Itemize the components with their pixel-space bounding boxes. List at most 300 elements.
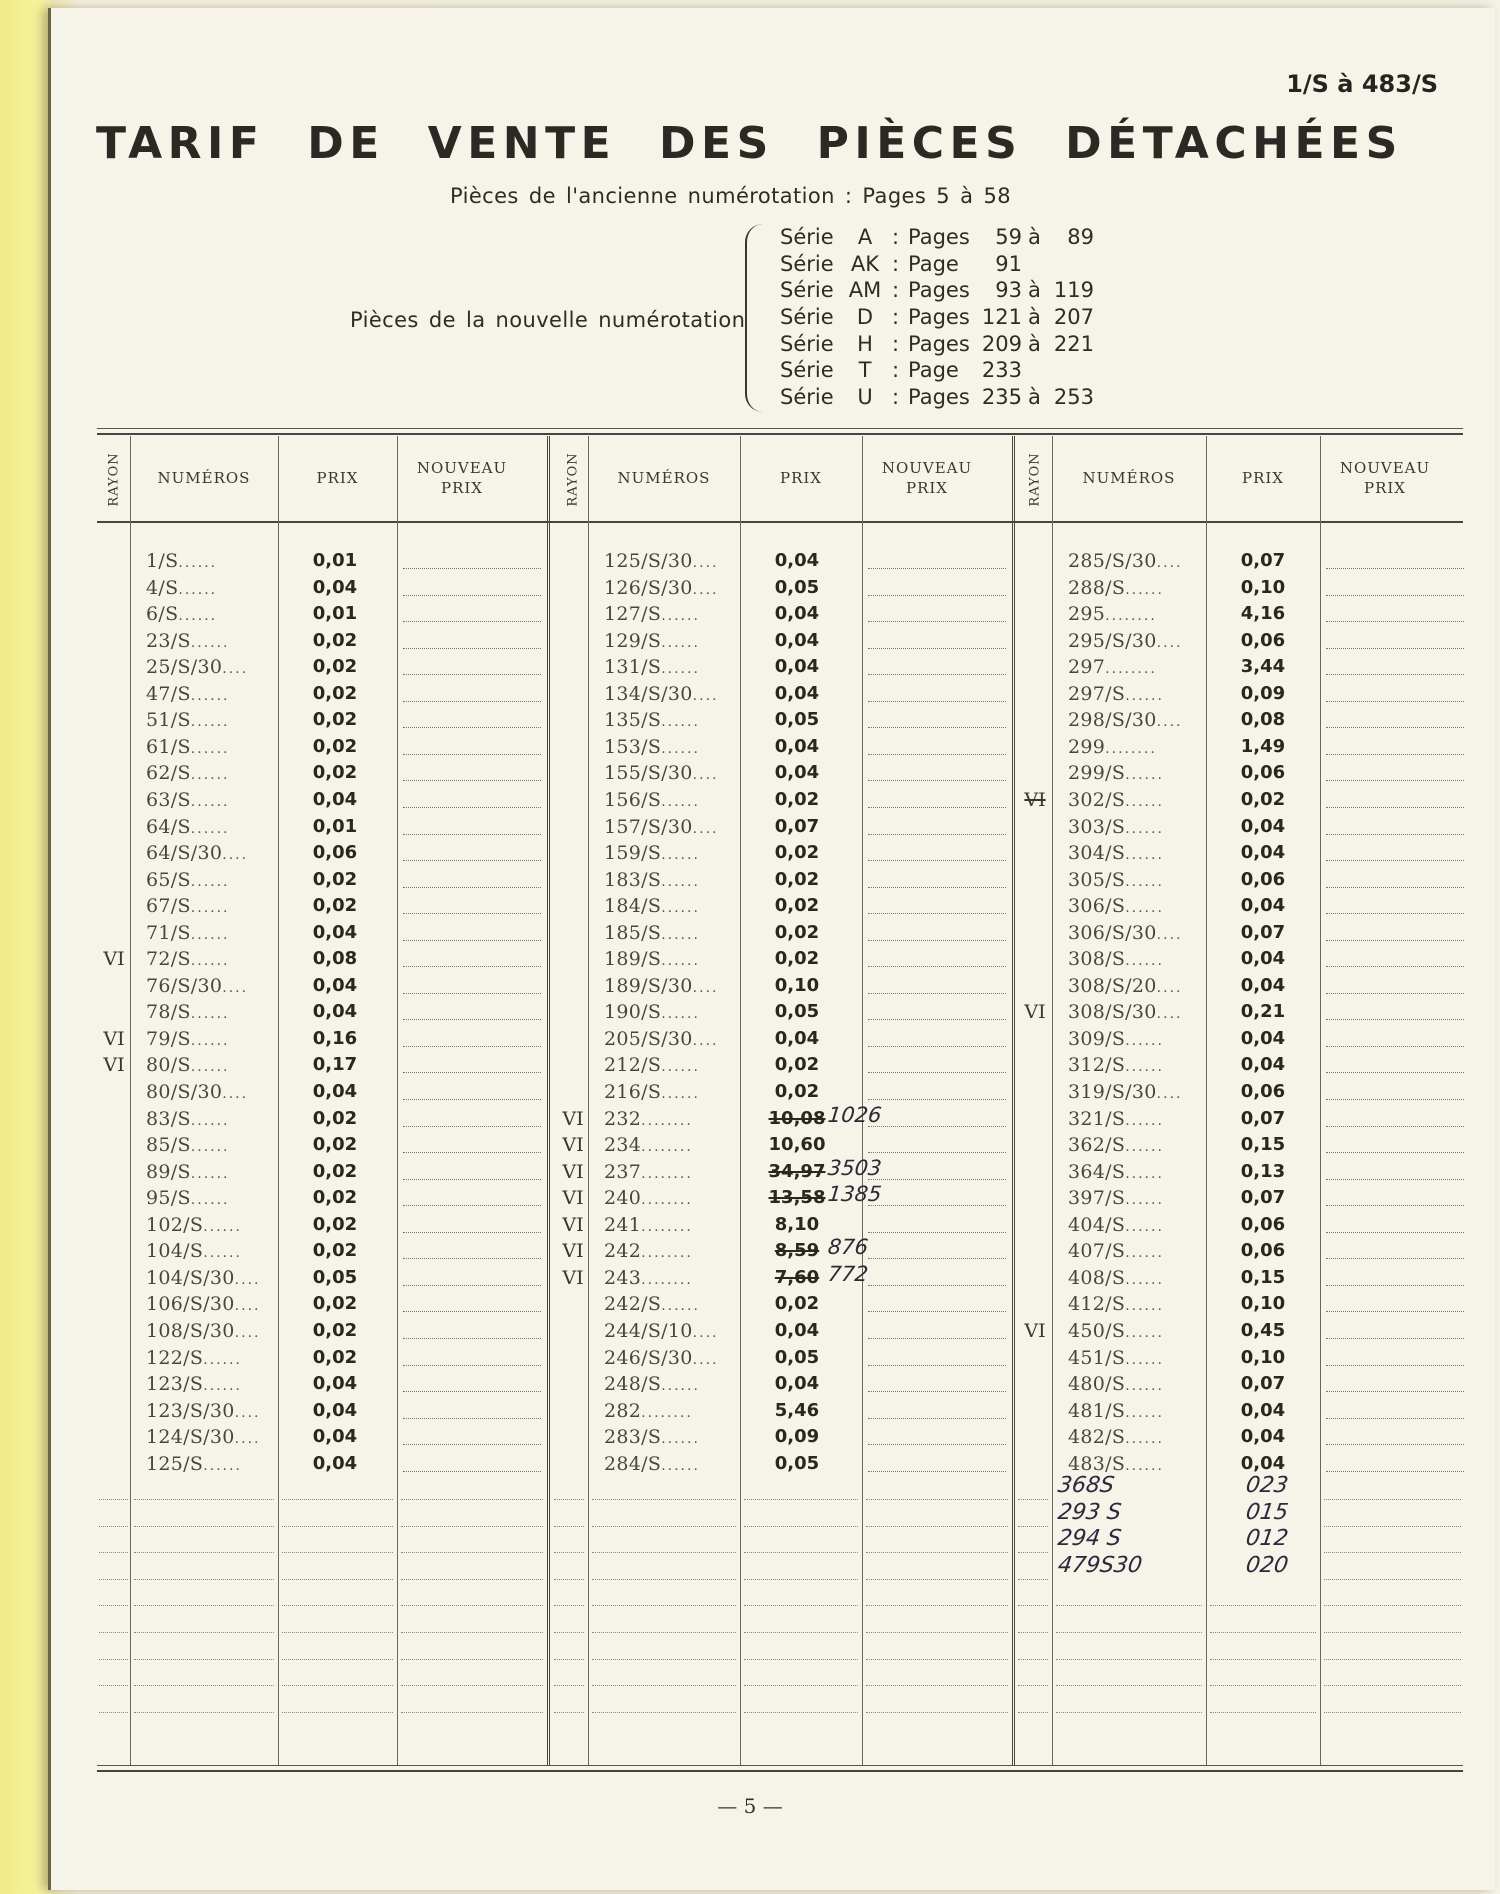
leader-dots: ...... [661, 793, 700, 810]
leader-dots: ........ [641, 1112, 693, 1129]
price-cell: 0,07 [1240, 1373, 1286, 1395]
header-numeros: NUMÉROS [1082, 469, 1176, 487]
leader-dots: ...... [661, 847, 700, 864]
part-number-cell [146, 1451, 276, 1480]
blank-line [99, 1499, 128, 1500]
new-price-blank [1326, 595, 1464, 596]
part-number-cell [1068, 999, 1198, 1028]
price-cell: 0,21 [1240, 1001, 1286, 1023]
new-price-blank [1326, 727, 1464, 728]
table-header-rule [97, 521, 1463, 523]
part-number-cell [146, 1291, 276, 1320]
series-page-from: 233 [981, 358, 1022, 383]
leader-dots: ...... [661, 1006, 700, 1023]
part-number-cell [146, 1026, 276, 1055]
blank-line [401, 1526, 543, 1527]
series-page-to: 253 [1053, 385, 1094, 410]
rayon-cell: VI [562, 1134, 584, 1157]
part-number-cell [1068, 920, 1198, 949]
leader-dots: .... [1156, 1086, 1183, 1102]
part-number-cell [146, 654, 276, 683]
blank-line [99, 1579, 128, 1580]
price-cell: 0,06 [1240, 1240, 1286, 1262]
price-cell: 0,02 [774, 1054, 820, 1076]
rayon-cell: VI [562, 1160, 584, 1183]
part-number: 321/S [1068, 1107, 1126, 1130]
part-number-cell [1068, 760, 1198, 789]
series-colon: : [892, 358, 900, 383]
part-number: 125/S [146, 1452, 204, 1475]
leader-dots: ...... [178, 555, 218, 571]
part-number: 243 [604, 1266, 642, 1289]
column-divider [1052, 436, 1053, 1765]
part-number-cell [146, 1159, 276, 1188]
blank-line [866, 1552, 1008, 1553]
new-price-blank [868, 701, 1006, 702]
part-number: 80/S/30 [146, 1081, 223, 1103]
part-number-cell [1068, 787, 1198, 816]
part-number-cell [1068, 1265, 1198, 1294]
new-price-blank [1326, 1365, 1464, 1366]
part-number-cell [146, 1398, 276, 1427]
series-row [780, 384, 1140, 411]
price-cell: 0,02 [774, 868, 820, 890]
blank-line [592, 1526, 736, 1527]
blank-line [282, 1659, 393, 1660]
leader-dots: ...... [178, 608, 218, 625]
handwritten-price: 020 [1244, 1552, 1290, 1578]
part-number: 285/S/30 [1068, 550, 1157, 572]
new-price-blank [403, 1418, 541, 1419]
price-cell: 0,02 [312, 1213, 358, 1235]
blank-line [554, 1632, 584, 1633]
part-number-cell [1068, 1371, 1198, 1400]
price-cell: 0,04 [1240, 1027, 1286, 1049]
new-price-blank [403, 1444, 541, 1445]
blank-line [592, 1712, 736, 1713]
new-price-blank [868, 1311, 1006, 1312]
part-number: 79/S [146, 1027, 191, 1050]
leader-dots: ...... [203, 1245, 242, 1262]
price-cell: 0,02 [312, 1346, 358, 1368]
leader-dots: ...... [1125, 581, 1164, 598]
part-number-cell [146, 1052, 276, 1081]
part-number: 309/S [1068, 1027, 1126, 1050]
price-cell: 0,04 [1240, 1399, 1286, 1421]
part-number-cell [146, 973, 276, 1002]
handwritten-price: 3503 [826, 1155, 883, 1180]
part-number-cell [146, 1318, 276, 1347]
price-cell: 0,02 [774, 921, 820, 943]
price-cell: 0,15 [1240, 1266, 1286, 1288]
part-number-cell [146, 760, 276, 789]
new-price-blank [868, 887, 1006, 888]
blank-line [401, 1605, 543, 1606]
series-code: AK [850, 251, 880, 276]
price-cell: 0,02 [312, 629, 358, 651]
price-cell: 10,60 [768, 1134, 826, 1156]
blank-line [401, 1632, 543, 1633]
blank-line [554, 1579, 584, 1580]
price-cell: 0,04 [774, 762, 820, 784]
header-prix: PRIX [316, 469, 359, 487]
price-cell: 34,97 [768, 1160, 826, 1182]
part-number-cell [604, 1238, 734, 1267]
leader-dots: ...... [190, 900, 230, 917]
part-number: 78/S [146, 1001, 191, 1024]
blank-line [1018, 1685, 1048, 1686]
part-number-cell [604, 1079, 734, 1108]
blank-line [744, 1499, 858, 1500]
price-cell: 3,44 [1240, 656, 1286, 678]
series-code: A [857, 225, 873, 249]
part-number-cell [604, 867, 734, 896]
price-cell: 0,02 [312, 1160, 358, 1182]
leader-dots: ...... [1125, 1032, 1164, 1049]
part-number: 183/S [604, 868, 662, 891]
leader-dots: ...... [1125, 847, 1164, 864]
blank-line [592, 1499, 736, 1500]
price-cell: 0,08 [1240, 709, 1286, 731]
series-pages-word: Page [908, 358, 959, 383]
new-price-blank [868, 727, 1006, 728]
leader-dots: ........ [641, 1165, 693, 1182]
new-price-blank [868, 834, 1006, 835]
part-number: 306/S [1068, 895, 1126, 918]
part-number: 483/S [1068, 1452, 1126, 1475]
price-cell: 0,09 [774, 1426, 820, 1448]
leader-dots: ...... [1125, 873, 1164, 890]
new-price-blank [403, 1205, 541, 1206]
price-cell: 0,04 [312, 576, 358, 598]
leader-dots: ........ [641, 1404, 693, 1421]
new-price-blank [868, 913, 1006, 914]
blank-line [592, 1552, 736, 1553]
part-number: 408/S [1068, 1266, 1126, 1289]
series-colon: : [892, 225, 900, 249]
new-price-blank [1326, 1444, 1464, 1445]
part-number: 131/S [604, 656, 662, 679]
header-nouveau-prix: NOUVEAU PRIX [416, 459, 508, 497]
series-label: Série [780, 225, 834, 249]
price-cell: 0,04 [312, 1081, 358, 1102]
leader-dots: .... [234, 1324, 261, 1341]
part-number: 124/S/30 [146, 1426, 235, 1449]
leader-dots: .... [1156, 1006, 1183, 1023]
blank-line [1210, 1605, 1316, 1606]
price-cell: 0,02 [312, 1293, 358, 1315]
part-number: 23/S [146, 629, 191, 652]
part-number-cell [1068, 1132, 1198, 1161]
blank-line [1210, 1712, 1316, 1713]
leader-dots: .... [234, 1404, 261, 1421]
new-price-blank [868, 993, 1006, 994]
part-number-cell [604, 734, 734, 763]
blank-line [401, 1712, 543, 1713]
new-price-blank [1326, 913, 1464, 914]
price-cell: 0,04 [1240, 815, 1286, 837]
column-divider [130, 436, 131, 1765]
blank-line [1324, 1605, 1461, 1606]
rayon-cell: VI [562, 1107, 584, 1130]
new-price-blank [1326, 1205, 1464, 1206]
price-cell: 0,10 [774, 974, 820, 996]
price-cell: 0,04 [774, 735, 820, 757]
new-price-blank [868, 1126, 1006, 1127]
part-number: 134/S/30 [604, 682, 693, 705]
part-number-cell [604, 681, 734, 710]
price-cell: 0,04 [1240, 974, 1286, 996]
part-number: 108/S/30 [146, 1319, 235, 1342]
new-price-blank [1326, 648, 1464, 649]
new-price-blank [1326, 1232, 1464, 1233]
part-number: 216/S [604, 1081, 662, 1103]
part-number: 397/S [1068, 1187, 1126, 1210]
old-numbering-note: Pièces de l'ancienne numérotation : Pages 5 à 58 [450, 184, 1011, 208]
leader-dots: ........ [1105, 740, 1157, 757]
part-number: 319/S/30 [1068, 1081, 1157, 1103]
leader-dots: ...... [190, 1059, 230, 1076]
new-price-blank [868, 1418, 1006, 1419]
series-page-from: 59 [995, 225, 1022, 249]
part-number-cell [1068, 893, 1198, 922]
new-price-blank [403, 648, 541, 649]
new-price-blank [868, 780, 1006, 781]
part-number: 244/S/10 [604, 1319, 693, 1342]
price-cell: 0,02 [312, 762, 358, 784]
part-number: 306/S/30 [1068, 921, 1157, 944]
part-number: 205/S/30 [604, 1027, 693, 1050]
part-number: 129/S [604, 629, 662, 652]
part-number-cell [146, 734, 276, 763]
new-price-blank [403, 1019, 541, 1020]
part-number-cell [604, 920, 734, 949]
new-price-blank [403, 1285, 541, 1286]
blank-line [1324, 1659, 1461, 1660]
new-price-blank [1326, 701, 1464, 702]
part-number: 237 [604, 1160, 642, 1183]
price-cell: 0,04 [1240, 842, 1286, 864]
leader-dots: ...... [1125, 1324, 1164, 1341]
part-number: 72/S [146, 948, 191, 971]
price-cell: 0,04 [774, 1027, 820, 1049]
new-price-blank [868, 1152, 1006, 1153]
part-number: 282 [604, 1399, 642, 1422]
part-number-cell [146, 1424, 276, 1453]
blank-line [99, 1659, 128, 1660]
new-price-blank [868, 1099, 1006, 1100]
part-number-cell [1068, 867, 1198, 896]
leader-dots: ...... [190, 926, 230, 943]
new-price-blank [403, 807, 541, 808]
blank-line [744, 1712, 858, 1713]
part-number: 62/S [146, 762, 191, 785]
column-divider [1012, 436, 1015, 1765]
price-cell: 0,05 [774, 1452, 820, 1474]
blank-line [282, 1526, 393, 1527]
new-price-blank [403, 674, 541, 675]
new-price-blank [1326, 674, 1464, 675]
part-number: 153/S [604, 735, 662, 758]
series-label: Série [780, 251, 834, 276]
series-label: Série [780, 331, 834, 356]
part-number: 481/S [1068, 1399, 1126, 1422]
blank-line [1324, 1499, 1461, 1500]
blank-line [282, 1632, 393, 1633]
leader-dots: .... [692, 979, 719, 996]
blank-line [866, 1632, 1008, 1633]
price-cell: 0,09 [1240, 682, 1286, 704]
leader-dots: ........ [641, 1218, 693, 1235]
table-top-rule-2 [97, 433, 1463, 435]
leader-dots: ...... [190, 793, 230, 810]
part-number: 85/S [146, 1134, 191, 1157]
handwritten-price: 772 [826, 1261, 870, 1286]
new-price-blank [868, 648, 1006, 649]
part-number-cell [1068, 1052, 1198, 1081]
series-page-from: 235 [981, 385, 1022, 410]
rayon-cell: VI [1024, 788, 1046, 811]
part-number-cell [604, 1318, 734, 1347]
part-number: 407/S [1068, 1240, 1126, 1263]
part-number: 284/S [604, 1452, 662, 1475]
part-number: 288/S [1068, 576, 1126, 599]
leader-dots: .... [1156, 634, 1183, 651]
blank-line [866, 1605, 1008, 1606]
series-row [780, 251, 1140, 278]
leader-dots: ...... [661, 900, 700, 917]
part-number-cell [1068, 946, 1198, 975]
part-number: 302/S [1068, 788, 1126, 811]
leader-dots: ...... [661, 873, 700, 890]
price-cell: 13,58 [768, 1187, 826, 1209]
new-price-blank [868, 1391, 1006, 1392]
blank-line [99, 1632, 128, 1633]
part-number: 308/S/30 [1068, 1001, 1157, 1024]
series-colon: : [892, 251, 900, 276]
series-page-from: 93 [995, 278, 1022, 303]
new-price-blank [1326, 1046, 1464, 1047]
price-cell: 0,02 [312, 682, 358, 704]
price-cell: 0,04 [774, 550, 820, 571]
price-cell: 0,04 [1240, 948, 1286, 970]
series-label: Série [780, 385, 834, 410]
header-rayon [99, 448, 129, 510]
new-price-blank [1326, 807, 1464, 808]
blank-line [554, 1685, 584, 1686]
part-number: 362/S [1068, 1134, 1126, 1157]
part-number-cell [146, 920, 276, 949]
series-row [780, 224, 1140, 251]
blank-line [1210, 1632, 1316, 1633]
part-number: 283/S [604, 1426, 662, 1449]
price-cell: 0,02 [312, 1240, 358, 1262]
new-price-blank [403, 940, 541, 941]
part-number-cell [146, 814, 276, 843]
part-number-cell [604, 654, 734, 683]
blank-line [744, 1526, 858, 1527]
new-price-blank [1326, 754, 1464, 755]
leader-dots: ...... [661, 953, 700, 970]
part-number: 364/S [1068, 1160, 1126, 1183]
series-code: T [858, 358, 872, 383]
new-price-blank [868, 940, 1006, 941]
new-price-blank [1326, 860, 1464, 861]
blank-line [134, 1659, 274, 1660]
price-cell: 0,04 [1240, 1426, 1286, 1448]
leader-dots: .... [692, 1032, 719, 1049]
new-price-blank [403, 701, 541, 702]
leader-dots: .... [222, 979, 249, 996]
part-number: 67/S [146, 895, 191, 918]
part-number: 246/S/30 [604, 1346, 693, 1369]
leader-dots: ...... [190, 634, 230, 651]
leader-dots: .... [692, 1351, 719, 1368]
new-price-blank [403, 1365, 541, 1366]
new-price-blank [868, 966, 1006, 967]
series-label: Série [780, 358, 834, 383]
blank-line [134, 1632, 274, 1633]
leader-dots: ...... [1125, 953, 1164, 970]
new-price-blank [868, 754, 1006, 755]
rayon-cell: VI [562, 1213, 584, 1236]
price-cell: 0,04 [1240, 1054, 1286, 1076]
blank-line [554, 1552, 584, 1553]
part-number: 189/S [604, 948, 662, 971]
new-price-blank [403, 727, 541, 728]
part-number: 95/S [146, 1187, 191, 1210]
blank-line [744, 1685, 858, 1686]
part-number-cell [146, 893, 276, 922]
new-price-blank [403, 1179, 541, 1180]
new-price-blank [1326, 1391, 1464, 1392]
series-page-to: 89 [1067, 225, 1094, 249]
series-page-from: 121 [981, 305, 1022, 330]
new-price-blank [403, 754, 541, 755]
part-number-cell [604, 1451, 734, 1480]
part-number: 122/S [146, 1346, 204, 1369]
new-price-blank [403, 1338, 541, 1339]
blank-line [134, 1579, 274, 1580]
part-number-cell [1068, 1398, 1198, 1427]
part-number-cell [604, 973, 734, 1002]
new-price-blank [1326, 1311, 1464, 1312]
leader-dots: ...... [203, 1351, 242, 1368]
price-cell: 0,45 [1240, 1319, 1286, 1341]
blank-line [592, 1632, 736, 1633]
blank-line [592, 1659, 736, 1660]
price-cell: 0,01 [312, 550, 358, 571]
part-number-cell [1068, 1238, 1198, 1267]
leader-dots: ...... [1125, 900, 1164, 917]
new-price-blank [868, 1205, 1006, 1206]
series-a: à [1028, 225, 1041, 249]
new-price-blank [1326, 568, 1464, 569]
part-number-cell [1068, 973, 1198, 1002]
new-price-blank [1326, 1258, 1464, 1259]
part-number: 64/S [146, 815, 191, 838]
leader-dots: ...... [661, 608, 700, 625]
leader-dots: ...... [1125, 1457, 1164, 1474]
part-number: 4/S [146, 576, 179, 599]
part-number: 126/S/30 [604, 576, 693, 599]
series-colon: : [892, 278, 900, 303]
blank-line [1018, 1659, 1048, 1660]
new-price-blank [868, 621, 1006, 622]
part-number-cell [604, 548, 734, 577]
blank-line [1324, 1712, 1461, 1713]
new-price-blank [868, 1338, 1006, 1339]
